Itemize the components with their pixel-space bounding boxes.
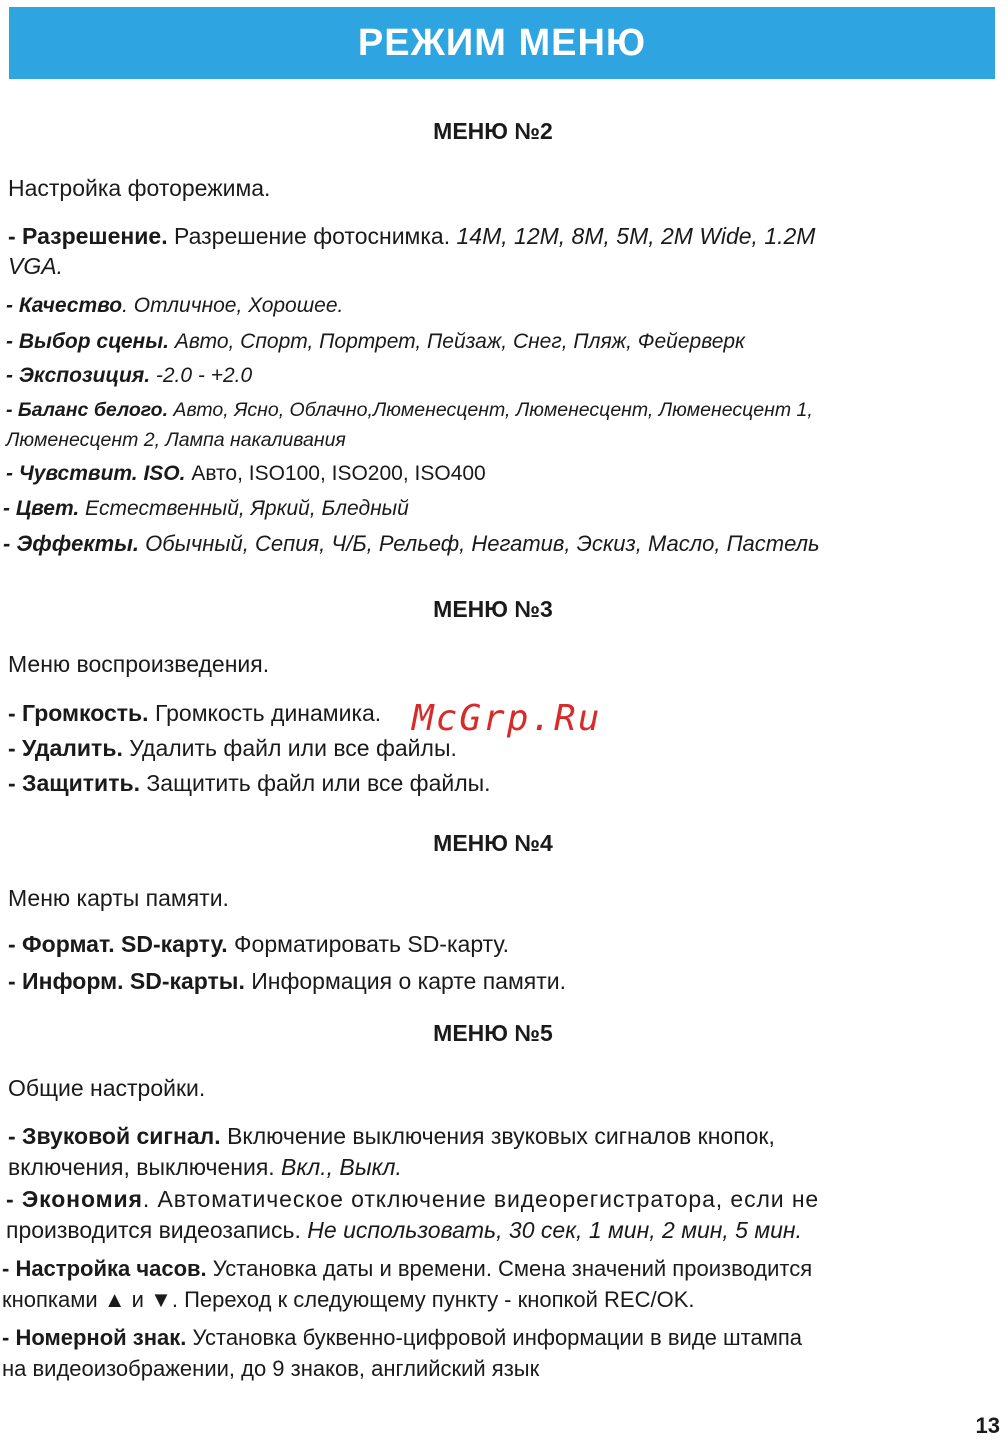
plate-desc: Установка буквенно-цифровой информации в виде штампа: [186, 1325, 803, 1350]
resolution-label: - Разрешение.: [8, 223, 168, 249]
eco-label: - Экономия: [6, 1186, 143, 1212]
delete-desc: Удалить файл или все файлы.: [122, 735, 457, 761]
color-label: - Цвет.: [3, 497, 80, 520]
info-desc: Информация о карте памяти.: [244, 968, 567, 994]
clock-desc: Установка даты и времени. Смена значений производится: [206, 1256, 813, 1281]
effects-label: - Эффекты.: [3, 531, 140, 556]
scene-desc: Авто, Спорт, Портрет, Пейзаж, Снег, Пляж, Фейерверк: [169, 330, 745, 353]
beep-desc-cont: включения, выключения.: [8, 1154, 275, 1180]
beep-label: - Звуковой сигнал.: [8, 1123, 221, 1149]
exposure-label: - Экспозиция.: [6, 364, 151, 387]
clock-desc-cont: кнопками ▲ и ▼. Переход к следующему пункту - кнопкой REC/OK.: [2, 1287, 695, 1312]
exposure-desc: -2.0 - +2.0: [150, 364, 253, 387]
wb-label: - Баланс белого.: [6, 399, 169, 421]
menu5-intro: Общие настройки.: [8, 1075, 206, 1101]
resolution-values: 14M, 12M, 8M, 5M, 2M Wide, 1.2M: [450, 223, 816, 249]
quality-desc: . Отличное, Хорошее.: [122, 294, 344, 317]
effects-desc: Обычный, Сепия, Ч/Б, Рельеф, Негатив, Эскиз, Масло, Пастель: [139, 531, 820, 556]
page-banner: РЕЖИМ МЕНЮ: [9, 7, 995, 79]
info-label: - Информ. SD-карты.: [8, 968, 245, 994]
menu3-protect: [8, 768, 491, 798]
menu2-exposure: [6, 361, 252, 391]
eco-desc: . Автоматическое отключение видеорегистратора, если не: [142, 1186, 820, 1212]
menu5-beep: [8, 1121, 775, 1151]
resolution-values-cont: VGA.: [8, 253, 63, 279]
page-number: 13: [975, 1413, 1000, 1438]
format-label: - Формат. SD-карту.: [8, 931, 228, 957]
eco-desc-cont: производится видеозапись.: [6, 1217, 301, 1243]
menu3-delete: [8, 733, 457, 763]
beep-values: Вкл., Выкл.: [274, 1154, 402, 1180]
protect-desc: Защитить файл или все файлы.: [140, 770, 491, 796]
menu5-eco-cont: [6, 1215, 802, 1245]
menu5-eco: [6, 1184, 819, 1214]
iso-label: - Чувствит. ISO.: [6, 462, 186, 485]
menu4-intro: Меню карты памяти.: [8, 885, 229, 911]
scene-label: - Выбор сцены.: [6, 330, 169, 353]
menu5-clock: [2, 1254, 812, 1284]
menu2-iso: [6, 459, 486, 489]
format-desc: Форматировать SD-карту.: [227, 931, 509, 957]
plate-desc-cont: на видеоизображении, до 9 знаков, английский язык: [2, 1356, 540, 1381]
iso-desc: Авто, ISO100, ISO200, ISO400: [185, 462, 486, 485]
menu3-intro: Меню воспроизведения.: [8, 651, 270, 677]
watermark: McGrp.Ru: [412, 698, 602, 739]
menu5-beep-cont: [8, 1152, 402, 1182]
volume-label: - Громкость.: [8, 700, 149, 726]
menu2-intro: Настройка фоторежима.: [8, 175, 271, 201]
resolution-desc: Разрешение фотоснимка.: [167, 223, 451, 249]
wb-desc-cont: Люменесцент 2, Лампа накаливания: [6, 429, 346, 451]
menu2-resolution: [8, 221, 815, 251]
menu5-plate: [2, 1323, 802, 1353]
menu2-wb: [6, 395, 813, 425]
color-desc: Естественный, Яркий, Бледный: [79, 497, 409, 520]
menu2-effects: [3, 529, 820, 559]
menu2-quality: [6, 291, 343, 321]
menu2-heading: МЕНЮ №2: [433, 118, 553, 144]
delete-label: - Удалить.: [8, 735, 123, 761]
menu4-heading: МЕНЮ №4: [433, 830, 553, 856]
menu2-scene: [6, 327, 745, 357]
menu3-heading: МЕНЮ №3: [433, 596, 553, 622]
beep-desc: Включение выключения звуковых сигналов кнопок,: [220, 1123, 775, 1149]
volume-desc: Громкость динамика.: [148, 700, 382, 726]
clock-label: - Настройка часов.: [2, 1256, 207, 1281]
eco-values: Не использовать, 30 сек, 1 мин, 2 мин, 5 мин.: [300, 1217, 802, 1243]
menu4-info: [8, 966, 566, 996]
protect-label: - Защитить.: [8, 770, 140, 796]
quality-label: - Качество: [6, 294, 123, 317]
menu5-heading: МЕНЮ №5: [433, 1020, 553, 1046]
menu3-volume: [8, 698, 381, 728]
menu4-format: [8, 929, 509, 959]
wb-desc: Авто, Ясно, Облачно,Люменесцент, Люменесцент, Люменесцент 1,: [168, 399, 813, 421]
plate-label: - Номерной знак.: [2, 1325, 187, 1350]
menu2-color: [3, 494, 409, 524]
